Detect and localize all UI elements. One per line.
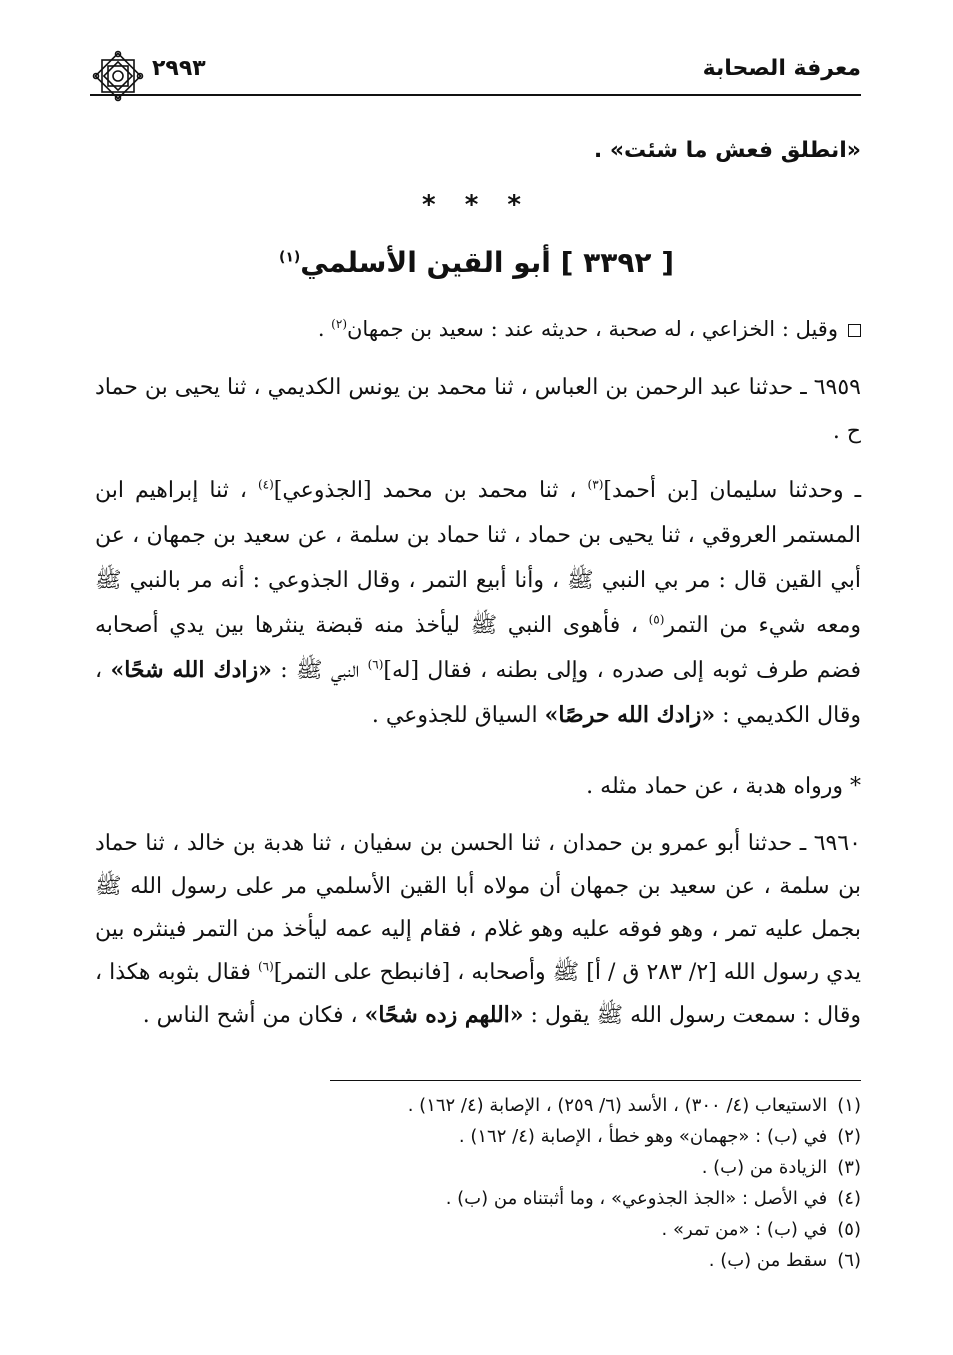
footnote-rule <box>330 1080 861 1081</box>
page-number: ٢٩٩٣ <box>152 56 206 81</box>
footnotes <box>95 1090 861 1276</box>
footnote-number: (١) <box>837 1095 861 1116</box>
footnote-ref: (٦) <box>367 657 384 672</box>
footnote-item <box>95 1121 861 1152</box>
prophet-quote: «اللهم زده شحًا» <box>364 1002 524 1028</box>
footnote-item <box>95 1152 861 1183</box>
header-rule <box>90 94 861 96</box>
square-bullet-icon <box>848 324 861 337</box>
page-header <box>90 50 861 102</box>
chain-text: ، ثنا محمد بن محمد [الجذوعي] <box>273 478 588 503</box>
hadith-6960 <box>95 822 861 1037</box>
hadith-text: ، فكان من أشح الناس . <box>142 1003 365 1028</box>
narration-note: * ورواه هدبة ، عن حماد مثله . <box>586 774 861 799</box>
footnote-item <box>95 1090 861 1121</box>
book-title: معرفة الصحابة <box>702 56 861 81</box>
footnote-text: في (ب) : «من تمر» . <box>661 1219 828 1240</box>
footnote-number: (٣) <box>837 1157 861 1178</box>
footnote-ref: (٣) <box>587 477 604 492</box>
footnote-number: (٤) <box>837 1188 861 1209</box>
footnote-text: الزيادة من (ب) . <box>701 1157 828 1178</box>
hadith-chain <box>95 468 861 738</box>
footnote-ref: (٥) <box>648 612 665 627</box>
chain-text: ـ وحدثنا سليمان [بن أحمد] <box>603 478 862 503</box>
footnote-text: الاستيعاب (٤/ ٣٠٠) ، الأسد (٦/ ٢٥٩) ، الإصابة (٤/ ١٦٢) . <box>407 1095 828 1116</box>
footnote-ref: (٦) <box>257 959 274 974</box>
chain-text: ، وقال الكديمي : <box>95 658 861 728</box>
footnote-item <box>95 1245 861 1276</box>
footnote-text: سقط من (ب) . <box>708 1250 828 1271</box>
footnote-number: (٦) <box>837 1250 861 1271</box>
hadith-text: ٦٩٦٠ ـ حدثنا أبو عمرو بن حمدان ، ثنا الحسن بن سفيان ، ثنا هدبة بن خالد ، ثنا حماد بن سلمة ، عن سعيد بن جمهان أن مولاه أبا القين الأسلمي مر على رسول الله ﷺ بجمل عليه تمر ، وهو فوقه عليه وهو غلام ، فقام إليه عمه ليأخذ من التمر فينثره بين يدي رسول الله [٢/ ٢٨٣ ق / أ] ﷺ وأصحابه ، [فانبطح على التمر] <box>95 831 861 985</box>
footnote-ref: (٢) <box>331 317 347 331</box>
intro-quote: «انطلق فعش ما شئت» . <box>593 138 861 163</box>
prophet-quote: «زادك الله حرصًا» <box>544 702 716 728</box>
chain-text: النبي ﷺ : <box>271 658 368 683</box>
footnote-item <box>95 1214 861 1245</box>
footnote-number: (٥) <box>837 1219 861 1240</box>
entry-note-text: وقيل : الخزاعي ، له صحبة ، حديثه عند : سعيد بن جمهان <box>347 317 838 341</box>
footnote-ref: (١) <box>278 249 301 266</box>
hadith-text: فقال بثوبه هكذا ، وقال : سمعت رسول الله ﷺ يقول : <box>95 960 861 1028</box>
chain-text: ، فأهوى النبي ﷺ ليأخذ منه قبضة ينثرها بين يدي أصحابه فضم طرف ثوبه إلى صدره ، وإلى بطنه ، فقال [له] <box>95 613 862 683</box>
footnote-item <box>95 1183 861 1214</box>
footnote-number: (٢) <box>837 1126 861 1147</box>
chain-text: ، ثنا إبراهيم ابن المستمر العروقي ، ثنا يحيى بن حماد ، ثنا حماد بن سلمة ، عن سعيد بن جمهان ، عن أبي القين قال : مر بي النبي ﷺ ، وأنا أبيع التمر ، وقال الجذوعي : أنه مر بالنبي ﷺ ومعه شيء من التمر <box>95 478 862 638</box>
entry-heading <box>0 246 953 279</box>
entry-note <box>95 310 861 348</box>
entry-note-end: . <box>317 317 332 341</box>
entry-heading-text: [ ٣٣٩٢ ] أبو القين الأسلمي <box>300 246 675 279</box>
hadith-6959: ٦٩٥٩ ـ حدثنا عبد الرحمن بن العباس ، ثنا محمد بن يونس الكديمي ، ثنا يحيى بن حماد ح . <box>95 375 861 444</box>
footnote-text: في (ب) : «جهمان» وهو خطأ ، الإصابة (٤/ ١٦٢) . <box>458 1126 828 1147</box>
chain-text: السياق للجذوعي . <box>371 703 545 728</box>
section-separator: * * * <box>422 190 531 220</box>
footnote-text: في الأصل : «الجذ الجذوعي» ، وما أثبتناه من (ب) . <box>445 1188 828 1209</box>
footnote-ref: (٤) <box>257 477 274 492</box>
prophet-quote: «زادك الله شحًا» <box>110 657 272 683</box>
